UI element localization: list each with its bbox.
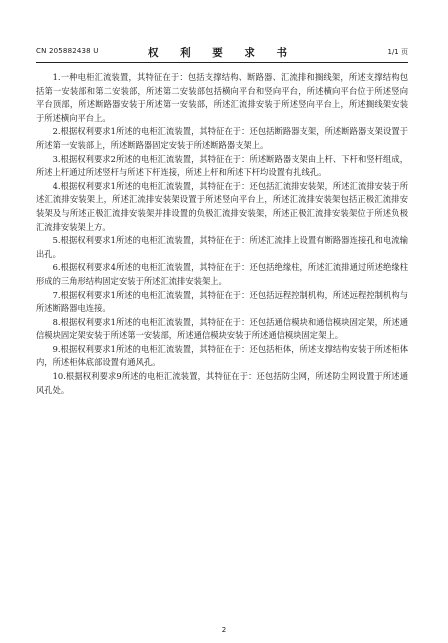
claim-2: 2.根据权利要求1所述的电柜汇流装置，其特征在于：还包括断路器支架，所述断路器支架设置于所述第一安装部上，所述断路器固定安装于所述断路器支架上。 — [36, 126, 408, 150]
claim-10: 10.根据权利要求9所述的电柜汇流装置，其特征在于：还包括防尘网，所述防尘网设置于所述通风孔处。 — [36, 371, 408, 395]
publication-number: CN 205882438 U — [36, 47, 99, 55]
claim-9: 9.根据权利要求1所述的电柜汇流装置，其特征在于：还包括柜体，所述支撑结构安装于所述柜体内，所述柜体底部设置有通风孔。 — [36, 343, 408, 368]
claim-5: 5.根据权利要求1所述的电柜汇流装置，其特征在于：所述汇流排上设置有断路器连接孔和电流输出孔。 — [36, 235, 408, 259]
claim-7: 7.根据权利要求1所述的电柜汇流装置，其特征在于：还包括远程控制机构，所述远程控制机构与所述断路器电连接。 — [36, 289, 408, 314]
claim-1: 1.一种电柜汇流装置，其特征在于：包括支撑结构、断路器、汇流排和搁线架，所述支撑结构包括第一安装部和第二安装部，所述第二安装部包括横向平台和竖向平台，所述横向平台位于所述竖向平台顶部，所述断路器安装于所述第一安装部，所述汇流排安装于所述竖向平台上，所述搁线架安装于所述横向平台上。 — [36, 72, 408, 123]
claim-6: 6.根据权利要求4所述的电柜汇流装置，其特征在于：还包括绝缘柱，所述汇流排通过所述绝缘柱形成的三角形结构固定安装于所述汇流排安装架上。 — [36, 262, 408, 286]
page-header — [36, 46, 408, 60]
document-title: 权 利 要 求 书 — [147, 47, 297, 59]
header-divider — [36, 62, 408, 63]
claim-8: 8.根据权利要求1所述的电柜汇流装置，其特征在于：还包括通信模块和通信模块固定架，所述通信模块固定架安装于所述第一安装部，所述通信模块安装于所述通信模块固定架上。 — [36, 316, 408, 341]
claim-3: 3.根据权利要求2所述的电柜汇流装置，其特征在于：所述断路器支架由上杆、下杆和竖杆组成，所述上杆通过所述竖杆与所述下杆连接，所述上杆和所述下杆均设置有扎线孔。 — [36, 153, 408, 178]
page-indicator: 1/1 页 — [387, 48, 408, 56]
claim-4: 4.根据权利要求1所述的电柜汇流装置，其特征在于：还包括汇流排安装架，所述汇流排安装于所述汇流排安装架上，所述汇流排安装架设置于所述竖向平台上，所述汇流排安装架包括正极汇流排安装架及与所述正极汇流排安装架并排设置的负极汇流排安装架，所述正极汇流排安装架位于所述负极汇流排安装架上方。 — [36, 180, 408, 232]
claims-list — [36, 71, 408, 397]
page-number: 2 — [221, 626, 227, 634]
